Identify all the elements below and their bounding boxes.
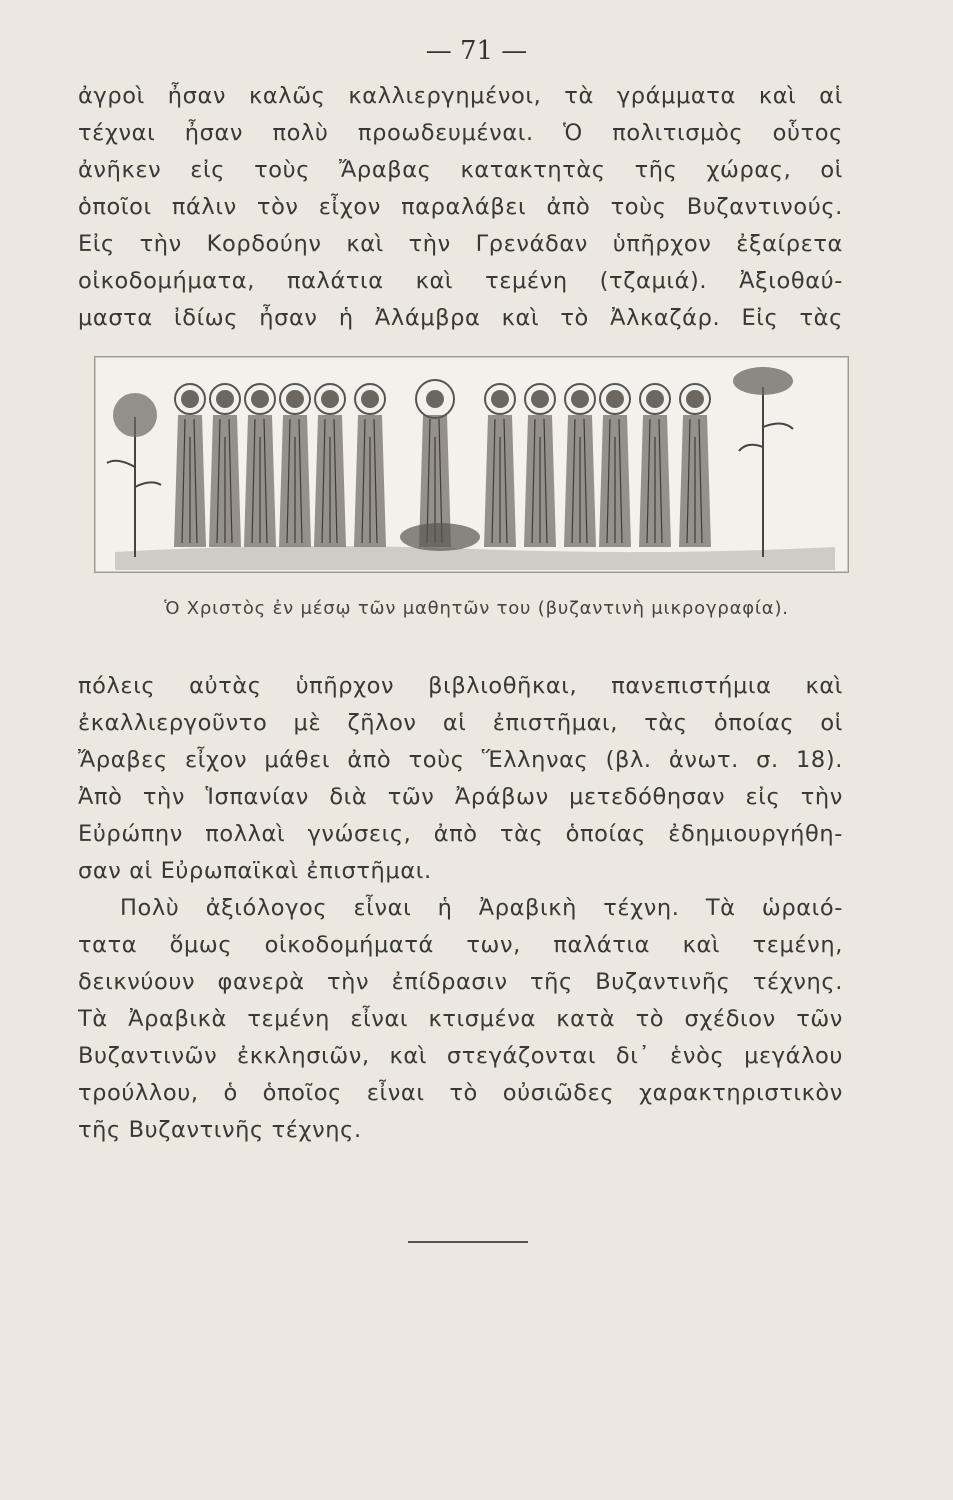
apostle-figure [639, 384, 671, 547]
apostle-figure [679, 384, 711, 547]
text-line: ἀγροὶ ἦσαν καλῶς καλλιεργημένοι, τὰ γράμματα καὶ αἱ [78, 83, 843, 109]
page-number: — 71 — [425, 36, 528, 66]
apostle-figure [244, 384, 276, 547]
text-line: ἀνῆκεν εἰς τοὺς Ἄραβας κατακτητὰς τῆς χώρας, οἱ [78, 157, 843, 183]
apostle-figure [416, 380, 454, 547]
text-line: τέχναι ἦσαν πολὺ προωδευμέναι. Ὁ πολιτισμὸς οὗτος [78, 120, 843, 146]
text-line: Ἀπὸ τὴν Ἱσπανίαν διὰ τῶν Ἀράβων μετεδόθησαν εἰς τὴν [78, 784, 843, 810]
apostle-figure [524, 384, 556, 547]
byzantine-miniature-illustration [94, 356, 849, 573]
text-line: οἰκοδομήματα, παλάτια καὶ τεμένη (τζαμιά). Ἀξιοθαύ- [78, 268, 843, 294]
text-line: ἐκαλλιεργοῦντο μὲ ζῆλον αἱ ἐπιστῆμαι, τὰς ὁποίας οἱ [78, 710, 843, 736]
apostle-figure [279, 384, 311, 547]
text-line: ὁποῖοι πάλιν τὸν εἶχον παραλάβει ἀπὸ τοὺς Βυζαντινούς. [78, 194, 843, 220]
apostle-figure [599, 384, 631, 547]
text-line: Εὐρώπην πολλαὶ γνώσεις, ἀπὸ τὰς ὁποίας ἐδημιουργήθη- [78, 821, 843, 847]
text-line: τατα ὅμως οἰκοδομήματά των, παλάτια καὶ τεμένη, [78, 932, 843, 958]
apostle-figure [314, 384, 346, 547]
apostle-figure [484, 384, 516, 547]
text-line: δεικνύουν φανερὰ τὴν ἐπίδρασιν τῆς Βυζαντινῆς τέχνης. [78, 969, 843, 995]
illustration-drawing [95, 357, 848, 572]
end-rule-divider [408, 1241, 528, 1243]
tree-right [733, 367, 793, 557]
apostle-figure [354, 384, 386, 547]
text-line: Τὰ Ἀραβικὰ τεμένη εἶναι κτισμένα κατὰ τὸ σχέδιον τῶν [78, 1006, 843, 1032]
figure-caption: Ὁ Χριστὸς ἐν μέσῳ τῶν μαθητῶν του (βυζαντινὴ μικρογραφία). [164, 598, 789, 619]
text-line: μαστα ἰδίως ἦσαν ἡ Ἀλάμβρα καὶ τὸ Ἀλκαζάρ. Εἰς τὰς [78, 305, 843, 331]
text-line: πόλεις αὐτὰς ὑπῆρχον βιβλιοθῆκαι, πανεπιστήμια καὶ [78, 673, 843, 699]
text-line: τῆς Βυζαντινῆς τέχνης. [78, 1117, 362, 1143]
paragraph-2 [78, 668, 843, 1149]
text-line: Ἄραβες εἶχον μάθει ἀπὸ τοὺς Ἕλληνας (βλ. ἀνωτ. σ. 18). [78, 747, 843, 773]
apostle-figure [564, 384, 596, 547]
text-line: Βυζαντινῶν ἐκκλησιῶν, καὶ στεγάζονται δι᾽ ἑνὸς μεγάλου [78, 1043, 843, 1069]
apostle-figures [174, 380, 711, 547]
paragraph-1 [78, 78, 843, 337]
apostle-figure [174, 384, 206, 547]
text-line: σαν αἱ Εὐρωπαϊκαὶ ἐπιστῆμαι. [78, 858, 432, 884]
apostle-figure [209, 384, 241, 547]
tree-left [107, 393, 161, 557]
text-line: τρούλλου, ὁ ὁποῖος εἶναι τὸ οὐσιῶδες χαρακτηριστικὸν [78, 1080, 843, 1106]
text-line: Πολὺ ἀξιόλογος εἶναι ἡ Ἀραβικὴ τέχνη. Τὰ ὡραιό- [120, 895, 843, 921]
text-line: Εἰς τὴν Κορδούην καὶ τὴν Γρενάδαν ὑπῆρχον ἐξαίρετα [78, 231, 843, 257]
